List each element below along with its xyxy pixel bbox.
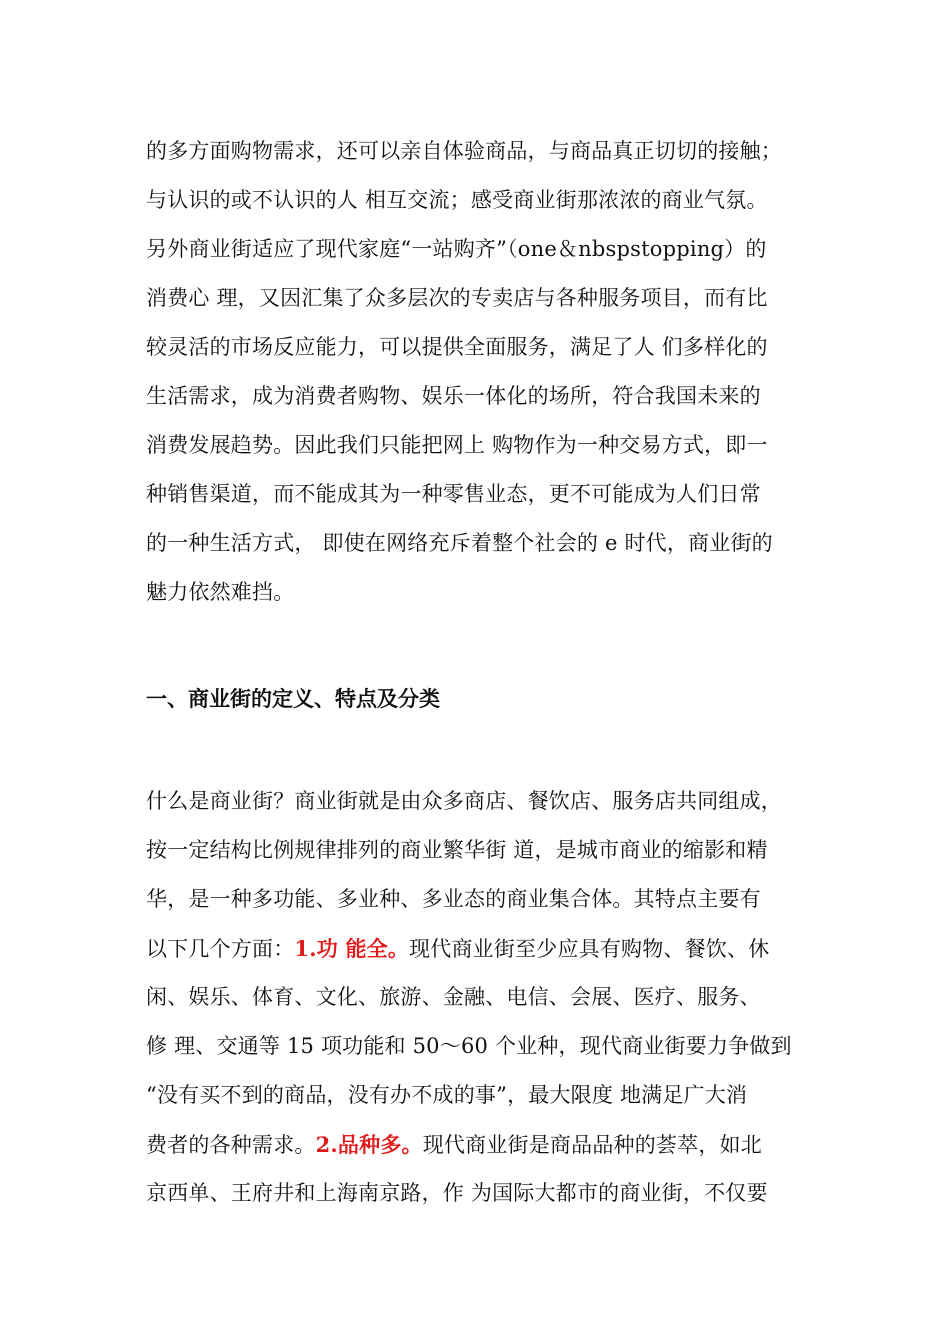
paragraph-line: “没有买不到的商品，没有办不成的事”，最大限度 地满足广大消 (146, 1083, 748, 1107)
paragraph-line: 生活需求，成为消费者购物、娱乐一体化的场所，符合我国未来的 (146, 384, 761, 408)
paragraph-line: 按一定结构比例规律排列的商业繁华街 道，是城市商业的缩影和精 (146, 838, 768, 862)
paragraph-line: 什么是商业街？商业街就是由众多商店、餐饮店、服务店共同组成， (146, 789, 782, 813)
paragraph-line: 较灵活的市场反应能力，可以提供全面服务，满足了人 们多样化的 (146, 335, 768, 359)
paragraph-line: 修 理、交通等 15 项功能和 50～60 个业种，现代商业街要力争做到 (146, 1034, 792, 1058)
paragraph-line: 的多方面购物需求，还可以亲自体验商品，与商品真正切切的接触； (146, 139, 782, 163)
paragraph-line: 消费心 理，又因汇集了众多层次的专卖店与各种服务项目，而有比 (146, 286, 768, 310)
line-text: 现代商业街是商品品种的荟萃，如北 (422, 1133, 762, 1157)
paragraph-line: 与认识的或不认识的人 相互交流；感受商业街那浓浓的商业气氛。 (146, 188, 768, 212)
paragraph-line: 京西单、王府井和上海南京路，作 为国际大都市的商业街，不仅要 (146, 1181, 768, 1205)
line-text: 以下几个方面： (146, 937, 295, 961)
paragraph-line: 魅力依然难挡。 (146, 580, 295, 604)
paragraph-line-with-highlight (146, 924, 811, 973)
line-text: 现代商业街至少应具有购物、餐饮、休 (409, 937, 770, 961)
highlight-feature-2: 2.品种多。 (315, 1132, 423, 1157)
highlight-feature-1: 1.功 能全。 (294, 936, 410, 961)
paragraph-line: 另外商业街适应了现代家庭“一站购齐”（one＆nbspstopping）的 (146, 237, 767, 261)
definition-paragraph (146, 777, 811, 1218)
intro-paragraph (146, 127, 811, 617)
paragraph-line: 种销售渠道，而不能成其为一种零售业态，更不可能成为人们日常 (146, 482, 761, 506)
line-text: 费者的各种需求。 (146, 1133, 316, 1157)
paragraph-line: 消费发展趋势。因此我们只能把网上 购物作为一种交易方式，即一 (146, 433, 768, 457)
section-heading: 一、商业街的定义、特点及分类 (146, 687, 440, 711)
paragraph-line-with-highlight (146, 1120, 811, 1169)
paragraph-line: 闲、娱乐、体育、文化、旅游、金融、电信、会展、医疗、服务、 (146, 985, 761, 1009)
paragraph-line: 的一种生活方式， 即使在网络充斥着整个社会的 e 时代，商业街的 (146, 531, 773, 555)
paragraph-line: 华，是一种多功能、多业种、多业态的商业集合体。其特点主要有 (146, 887, 761, 911)
